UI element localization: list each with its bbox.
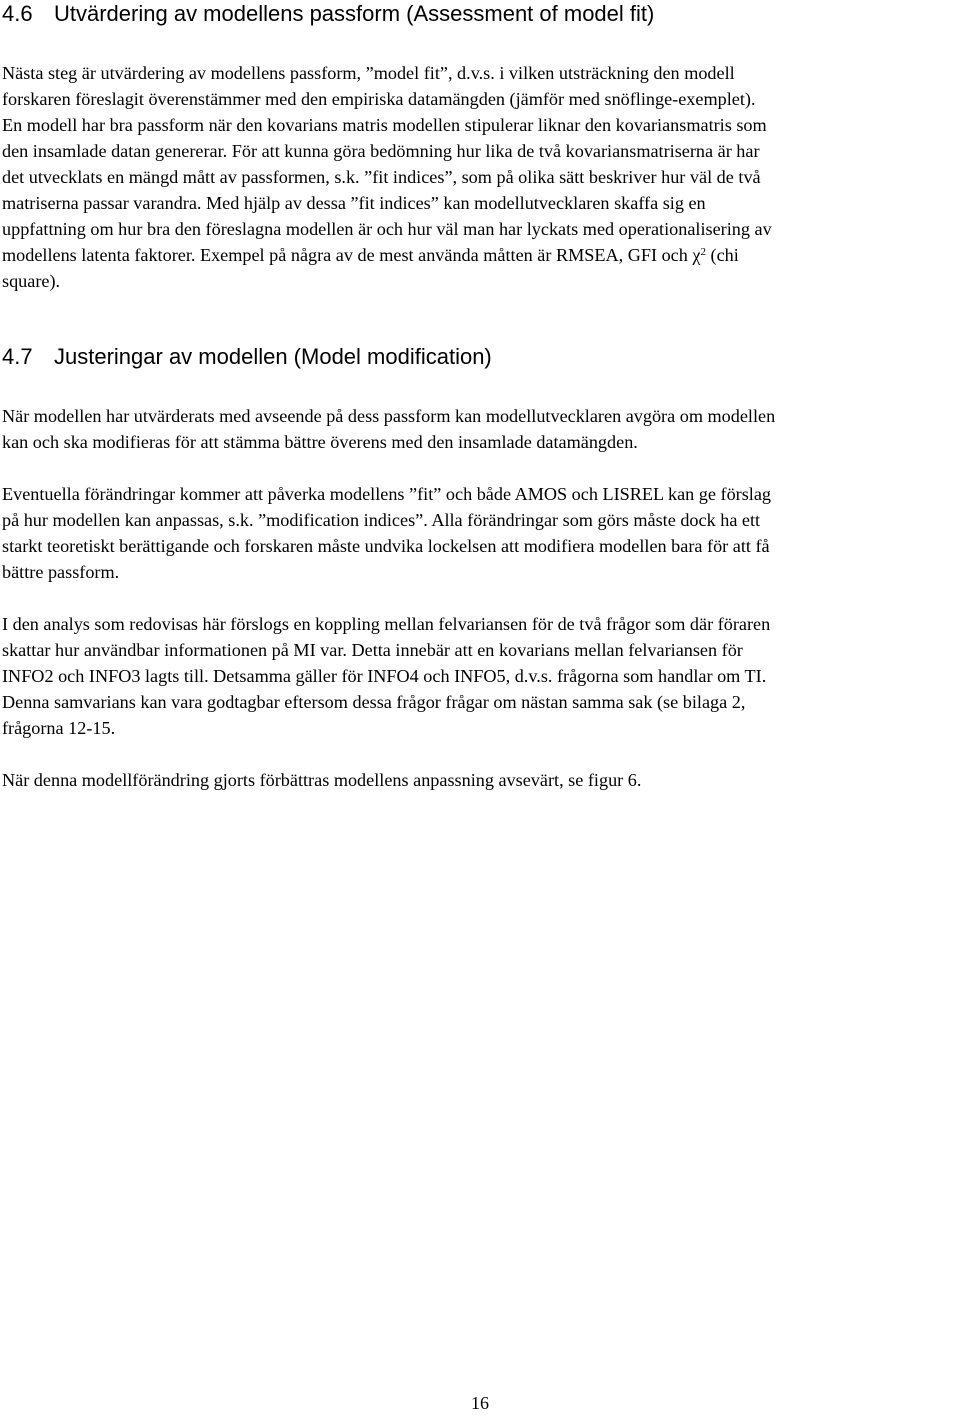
section-heading-4-7 bbox=[2, 343, 492, 371]
text-line: frågorna 12-15. bbox=[2, 718, 116, 738]
text-line: När modellen har utvärderats med avseende på dess passform kan modellutvecklaren avgöra om modellen bbox=[2, 406, 776, 426]
text-line: matriserna passar varandra. Med hjälp av dessa ”fit indices” kan modellutvecklaren skaffa sig en bbox=[2, 193, 706, 213]
text-line: square). bbox=[2, 271, 61, 291]
chi-superscript: 2 bbox=[700, 245, 706, 258]
text-line: på hur modellen kan anpassas, s.k. ”modification indices”. Alla förändringar som görs måste dock ha ett bbox=[2, 510, 761, 530]
text-line: skattar hur användbar informationen på MI var. Detta innebär att en kovarians mellan felvariansen för bbox=[2, 640, 743, 660]
paragraph-analysis bbox=[2, 611, 958, 741]
text-line: När denna modellförändring gjorts förbättras modellens anpassning avsevärt, se figur 6. bbox=[2, 770, 642, 790]
text-line: forskaren föreslagit överenstämmer med den empiriska datamängden (jämför med snöflinge-exemplet). bbox=[2, 89, 756, 109]
text-segment: (chi bbox=[705, 245, 739, 265]
text-line: I den analys som redovisas här förslogs en koppling mellan felvariansen för de två frågor som där föraren bbox=[2, 614, 771, 634]
paragraph-modification-intro bbox=[2, 403, 958, 455]
text-line: starkt teoretiskt berättigande och forskaren måste undvika lockelsen att modifiera modellen bara för att få bbox=[2, 536, 770, 556]
section-title: Utvärdering av modellens passform (Assessment of model fit) bbox=[54, 1, 655, 26]
text-line-with-chi bbox=[2, 242, 958, 268]
text-line: det utvecklats en mängd mått av passformen, s.k. ”fit indices”, som på olika sätt beskriver hur väl de två bbox=[2, 167, 761, 187]
section-heading-4-6 bbox=[2, 0, 654, 28]
paragraph-conclusion bbox=[2, 767, 958, 793]
text-line: Denna samvarians kan vara godtagbar eftersom dessa frågor frågar om nästan samma sak (se bilaga 2, bbox=[2, 692, 746, 712]
text-line: Nästa steg är utvärdering av modellens passform, ”model fit”, d.v.s. i vilken utsträckning den modell bbox=[2, 63, 735, 83]
paragraph-model-fit bbox=[2, 60, 958, 294]
text-line: INFO2 och INFO3 lagts till. Detsamma gäller för INFO4 och INFO5, d.v.s. frågorna som handlar om TI. bbox=[2, 666, 767, 686]
section-title: Justeringar av modellen (Model modification) bbox=[54, 344, 492, 369]
text-line: uppfattning om hur bra den föreslagna modellen är och hur väl man har lyckats med operationalisering av bbox=[2, 219, 772, 239]
section-number: 4.7 bbox=[2, 344, 33, 369]
text-line: kan och ska modifieras för att stämma bättre överens med den insamlade datamängden. bbox=[2, 432, 638, 452]
text-line: bättre passform. bbox=[2, 562, 120, 582]
text-segment: modellens latenta faktorer. Exempel på några av de mest använda måtten är RMSEA, GFI och χ bbox=[2, 245, 701, 265]
text-line: Eventuella förändringar kommer att påverka modellens ”fit” och både AMOS och LISREL kan ge förslag bbox=[2, 484, 772, 504]
text-line: den insamlade datan genererar. För att kunna göra bedömning hur lika de två kovariansmatriserna är har bbox=[2, 141, 760, 161]
paragraph-modification-indices bbox=[2, 481, 958, 585]
text-line: En modell har bra passform när den kovarians matris modellen stipulerar liknar den kovariansmatris som bbox=[2, 115, 767, 135]
page-number: 16 bbox=[471, 1393, 489, 1413]
section-number: 4.6 bbox=[2, 1, 33, 26]
